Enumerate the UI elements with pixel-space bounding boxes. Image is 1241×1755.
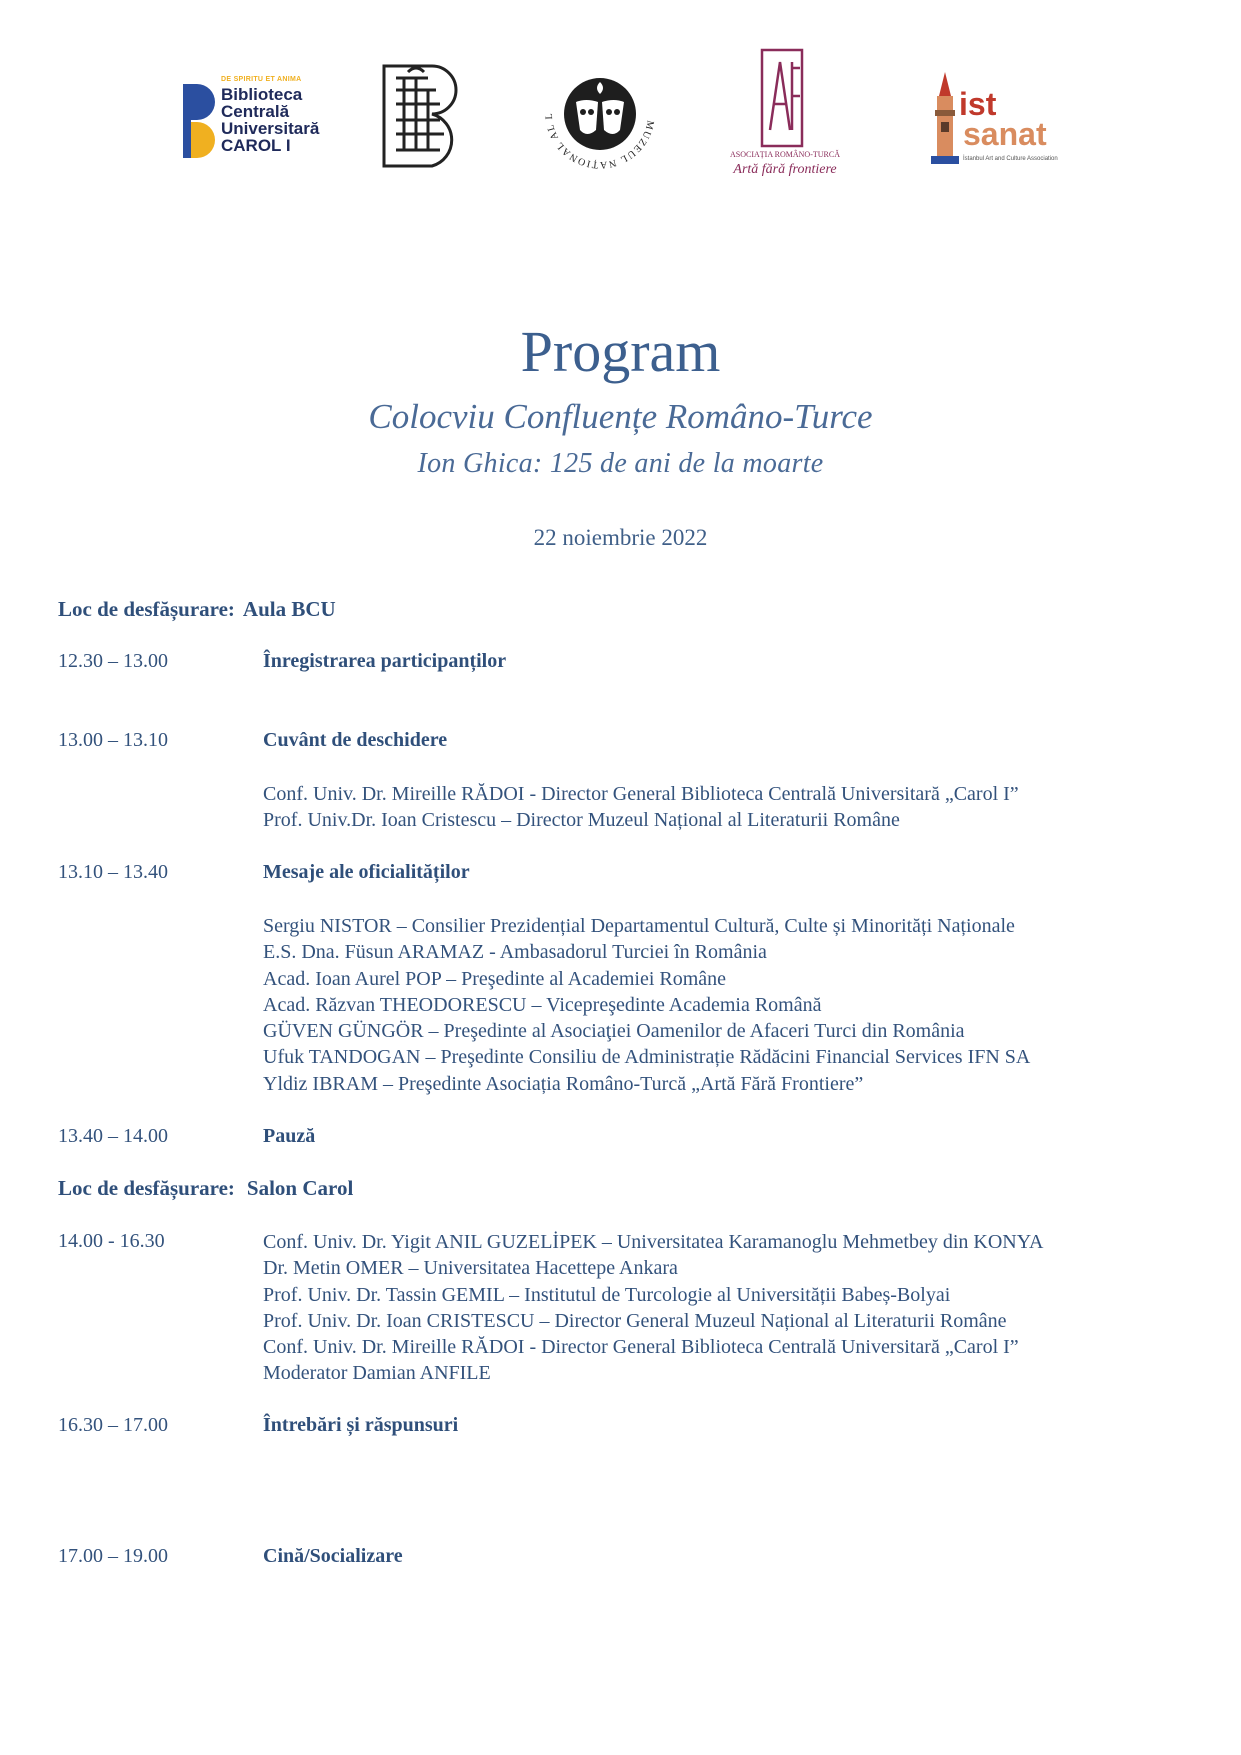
bcu-tagline: DE SPIRITU ET ANIMA bbox=[221, 76, 302, 83]
speaker-list bbox=[263, 1229, 1223, 1387]
speaker: Conf. Univ. Dr. Yigit ANIL GUZELİPEK – Universitatea Karamanoglu Mehmetbey din KONYA bbox=[263, 1231, 1044, 1253]
slot-time: 13.40 – 14.00 bbox=[58, 1125, 168, 1147]
speaker: GÜVEN GÜNGÖR – Preşedinte al Asociaţiei Oamenilor de Afaceri Turci din România bbox=[263, 1020, 965, 1043]
speaker: Dr. Metin OMER – Universitatea Hacettepe Ankara bbox=[263, 1257, 678, 1280]
speaker: Prof. Univ. Dr. Tassin GEMIL – Institutul de Turcologie al Universității Babeș-Bolyai bbox=[263, 1283, 951, 1306]
venue-name: Salon Carol bbox=[246, 1176, 354, 1200]
slot-time: 13.00 – 13.10 bbox=[58, 729, 168, 751]
speaker-list bbox=[263, 781, 1223, 834]
speaker: Sergiu NISTOR – Consilier Prezidențial Departamentul Cultură, Culte și Minorități Naționale bbox=[263, 915, 1015, 937]
istsanat-logo bbox=[925, 70, 1060, 180]
venue-label: Loc de desfășurare: bbox=[58, 597, 235, 621]
slot-time: 13.10 – 13.40 bbox=[58, 861, 168, 883]
slot-time: 16.30 – 17.00 bbox=[58, 1414, 168, 1436]
venue-name: Aula BCU bbox=[242, 597, 336, 621]
speaker: Acad. Ioan Aurel POP – Preşedinte al Academiei Române bbox=[263, 967, 727, 990]
mnlr-ring-text: MUZEUL NAȚIONAL AL L bbox=[543, 111, 656, 171]
logo-bar bbox=[0, 40, 1241, 190]
bcu-b-icon bbox=[183, 84, 217, 158]
art-caption: ASOCIAȚIA ROMÂNO-TURCĂ bbox=[729, 150, 840, 159]
art-script: Artă fără frontiere bbox=[733, 162, 837, 177]
venue-label: Loc de desfășurare: bbox=[58, 1176, 235, 1200]
building-b-monogram-icon bbox=[382, 64, 474, 168]
page-title: Program bbox=[520, 319, 721, 384]
art-fara-frontiere-logo bbox=[720, 48, 850, 188]
page-subtitle: Colocviu Confluențe Româno-Turce bbox=[368, 397, 873, 436]
slot-time: 14.00 - 16.30 bbox=[58, 1230, 165, 1252]
speaker: Ufuk TANDOGAN – Preşedinte Consiliu de Administrație Rădăcini Financial Services IFN SA bbox=[263, 1046, 1031, 1069]
speaker: Acad. Răzvan THEODORESCU – Vicepreşedinte Academia Română bbox=[263, 993, 822, 1016]
slot-activity: Mesaje ale oficialităților bbox=[263, 861, 470, 883]
istsanat-word2: sanat bbox=[963, 116, 1047, 152]
bcu-line-2: Centrală bbox=[221, 102, 290, 121]
slot-time: 12.30 – 13.00 bbox=[58, 650, 168, 672]
venue-aula bbox=[58, 597, 336, 622]
speaker: Conf. Univ. Dr. Mireille RĂDOI - Director General Biblioteca Centrală Universitară „Carol I” bbox=[263, 1336, 1019, 1359]
slot-activity: Înregistrarea participanților bbox=[263, 650, 507, 672]
speaker: Yldiz IBRAM – Preşedinte Asociația Româno-Turcă „Artă Fără Frontiere” bbox=[263, 1072, 864, 1095]
slot-time: 17.00 – 19.00 bbox=[58, 1545, 168, 1567]
speaker-list bbox=[263, 913, 1223, 1097]
slot-activity: Cină/Socializare bbox=[263, 1545, 403, 1567]
slot-activity: Întrebări și răspunsuri bbox=[263, 1414, 459, 1436]
bcu-line-1: Biblioteca bbox=[221, 85, 303, 104]
speaker: Prof. Univ.Dr. Ioan Cristescu – Director Muzeul Național al Literaturii Române bbox=[263, 809, 900, 832]
bcu-logo bbox=[183, 74, 343, 164]
slot-activity: Pauză bbox=[263, 1125, 316, 1147]
speaker: Conf. Univ. Dr. Mireille RĂDOI - Director General Biblioteca Centrală Universitară „Carol I” bbox=[263, 783, 1019, 805]
venue-salon-carol bbox=[58, 1176, 353, 1201]
event-date: 22 noiembrie 2022 bbox=[533, 525, 708, 550]
speaker: E.S. Dna. Füsun ARAMAZ - Ambasadorul Turciei în România bbox=[263, 941, 767, 964]
speaker: Prof. Univ. Dr. Ioan CRISTESCU – Director General Muzeul Național al Literaturii Române bbox=[263, 1309, 1007, 1332]
bcu-line-3: Universitară bbox=[221, 119, 320, 138]
istsanat-word1: ist bbox=[959, 86, 997, 122]
mnlr-logo bbox=[540, 54, 660, 174]
slot-activity: Cuvânt de deschidere bbox=[263, 729, 448, 751]
bcu-line-4: CAROL I bbox=[221, 136, 291, 155]
page-subtitle-2: Ion Ghica: 125 de ani de la moarte bbox=[417, 448, 824, 479]
istsanat-caption: İstanbul Art and Culture Association bbox=[963, 156, 1058, 162]
speaker: Moderator Damian ANFILE bbox=[263, 1362, 491, 1385]
